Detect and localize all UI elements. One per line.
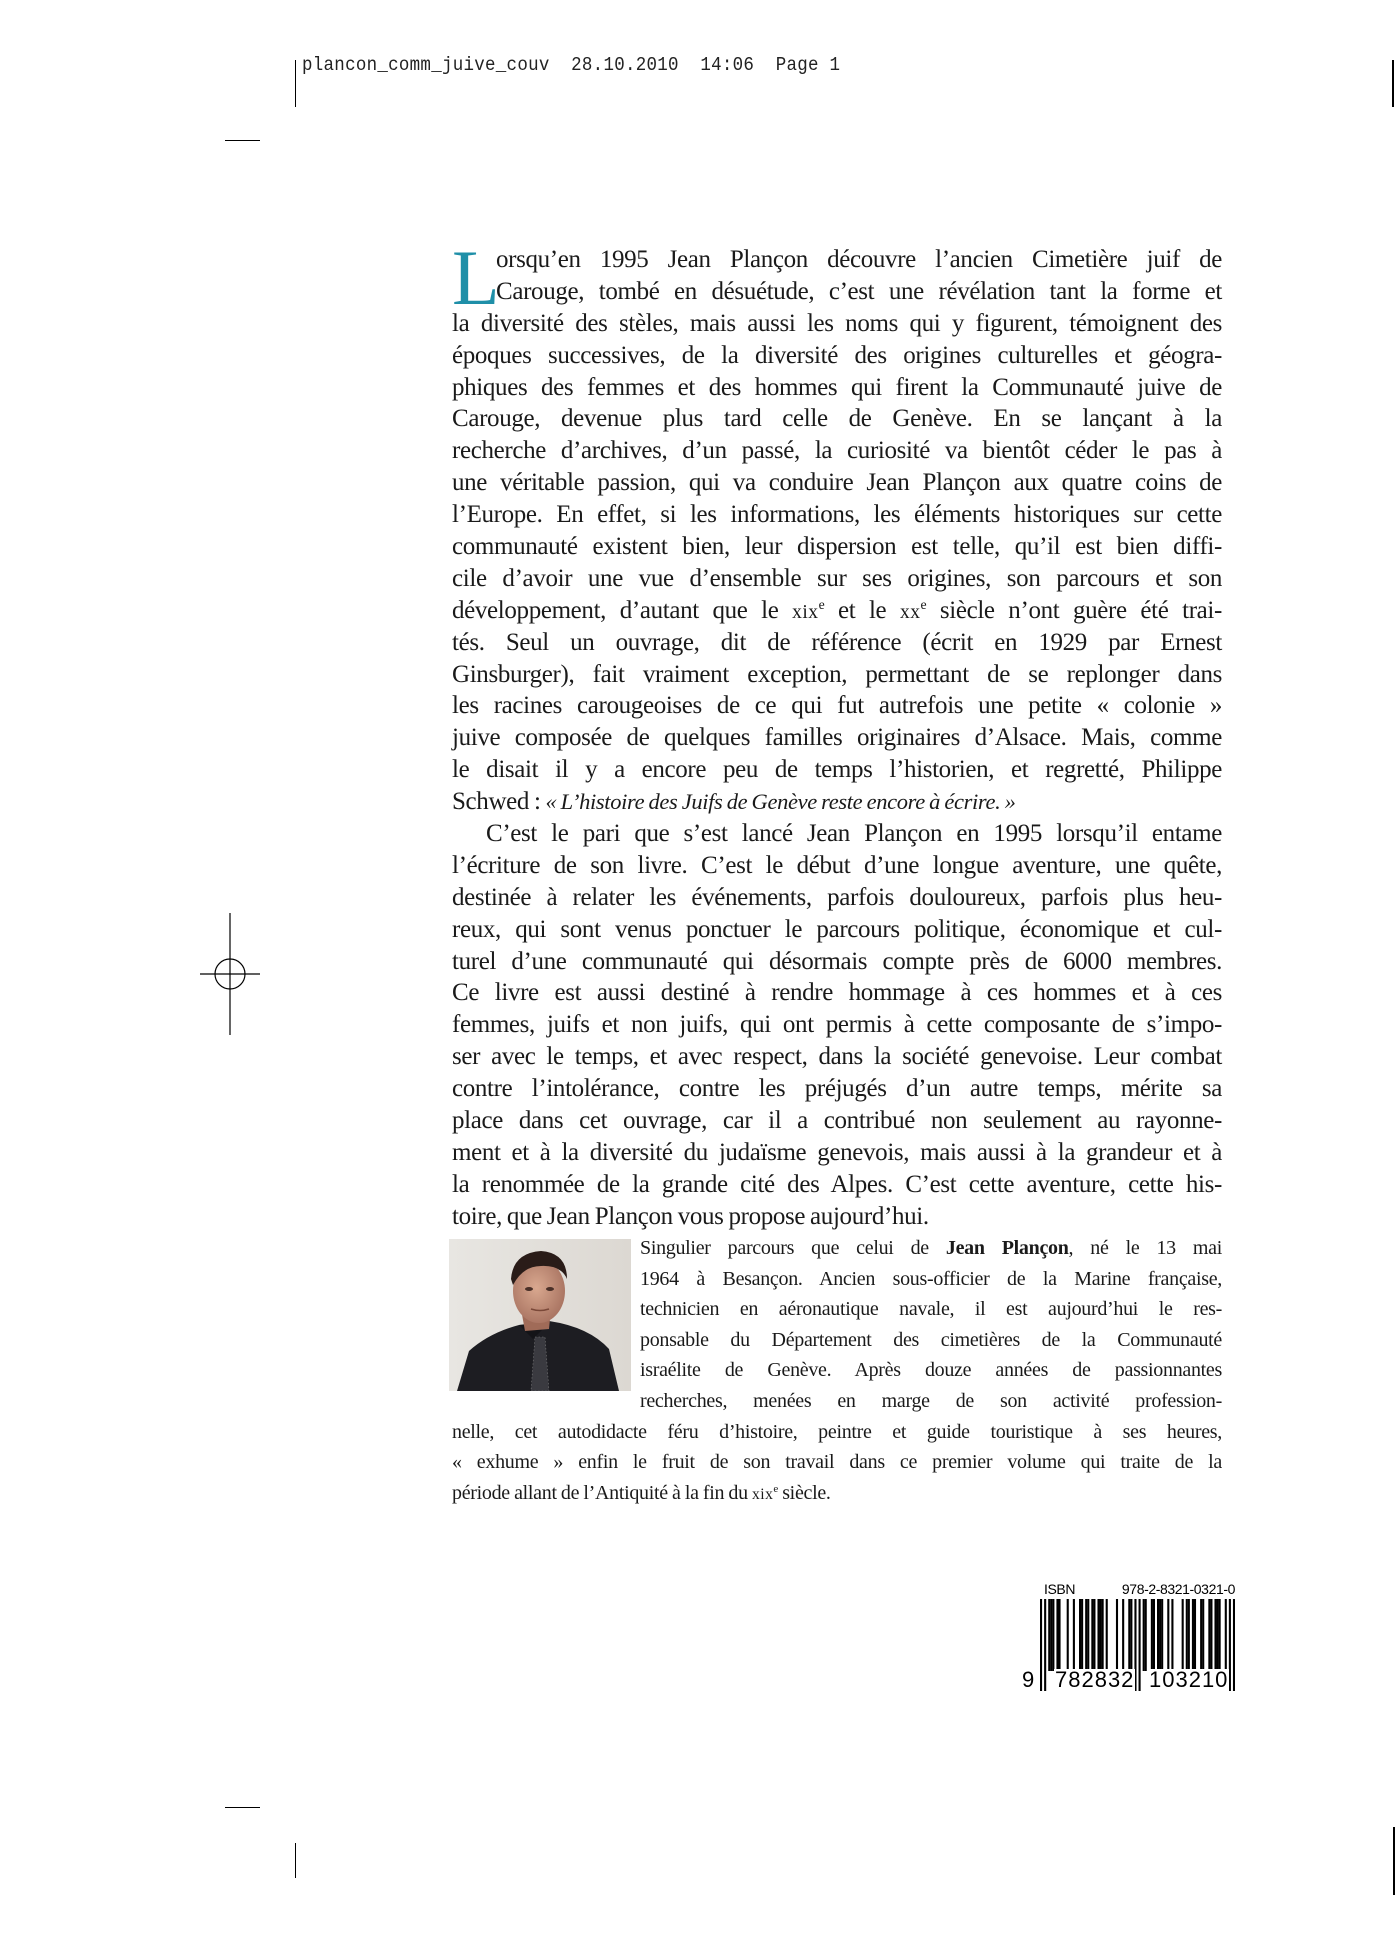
author-bio: [452, 1233, 1222, 1508]
superscript: e: [818, 596, 825, 612]
barcode-bar: [1145, 1599, 1147, 1671]
text-line: phiques des femmes et des hommes qui firent la Communauté juive de: [452, 373, 1222, 401]
text-line: communauté existent bien, leur dispersion est telle, qu’il est bien diffi-: [452, 533, 1222, 561]
text-fragment: Singulier parcours que celui de: [640, 1237, 946, 1259]
barcode-left-digits: 782832: [1055, 1667, 1135, 1692]
crop-mark-bottom-left-vertical: [295, 1843, 296, 1878]
crop-mark-bottom-left-horizontal: [225, 1807, 260, 1808]
crop-mark-bottom-right-vertical: [1393, 1827, 1395, 1895]
text-line: [452, 786, 1222, 818]
text-line: ser avec le temps, et avec respect, dans la société genevoise. Leur combat: [452, 1043, 1222, 1071]
barcode-bar: [1079, 1599, 1081, 1671]
barcode-bar: [1225, 1599, 1227, 1671]
text-line: place dans cet ouvrage, car il a contribué non seulement au rayonne-: [452, 1107, 1222, 1135]
century-numeral: xx: [899, 601, 921, 623]
text-line: C’est le pari que s’est lancé Jean Plançon en 1995 lorsqu’il entame: [486, 820, 1222, 848]
barcode-bar: [1219, 1599, 1221, 1671]
barcode-bar: [1171, 1599, 1173, 1671]
barcode-bar: [1143, 1599, 1145, 1671]
barcode-bar: [1122, 1599, 1124, 1671]
bio-line: technicien en aéronautique navale, il est aujourd’hui le res-: [640, 1298, 1222, 1321]
text-line: la diversité des stèles, mais aussi les noms qui y figurent, témoignent des: [452, 309, 1222, 337]
text-line: cile d’avoir une vue d’ensemble sur ses origines, son parcours et son: [452, 564, 1222, 592]
barcode-bar: [1073, 1599, 1075, 1671]
author-name: Jean Plançon: [945, 1237, 1069, 1259]
text-fragment: siècle n’ont guère été trai-: [926, 596, 1223, 624]
print-slug-line: plancon_comm_juive_couv 28.10.2010 14:06 Page 1: [302, 54, 841, 76]
barcode-bar: [1056, 1599, 1058, 1671]
text-line: l’Europe. En effet, si les informations, les éléments historiques sur cette: [452, 501, 1222, 529]
text-line: juive composée de quelques familles originaires d’Alsace. Mais, comme: [452, 724, 1222, 752]
barcode-bar: [1058, 1599, 1060, 1671]
barcode-bar: [1167, 1599, 1169, 1671]
registration-mark-icon: [195, 910, 265, 1040]
text-line: [452, 595, 1222, 627]
barcode-bar: [1192, 1599, 1194, 1671]
text-line: contre l’intolérance, contre les préjugés d’un autre temps, mérite sa: [452, 1075, 1222, 1103]
text-line: ment et à la diversité du judaïsme genevois, mais aussi à la grandeur et à: [452, 1138, 1222, 1166]
text-line: recherche d’archives, d’un passé, la curiosité va bientôt céder le pas à: [452, 437, 1222, 465]
barcode-bar: [1182, 1599, 1184, 1671]
text-line: les racines carougeoises de ce qui fut autrefois une petite « colonie »: [452, 692, 1222, 720]
bio-line: nelle, cet autodidacte féru d’histoire, peintre et guide touristique à ses heures,: [452, 1420, 1222, 1443]
barcode-bar: [1093, 1599, 1095, 1671]
crop-mark-top-right-vertical: [1392, 60, 1394, 107]
superscript: e: [920, 596, 927, 612]
barcode-bar: [1200, 1599, 1202, 1671]
century-numeral: xix: [751, 1485, 774, 1503]
barcode-bar: [1048, 1599, 1050, 1671]
bio-line: recherches, menées en marge de son activité profession-: [640, 1389, 1222, 1412]
bio-line: 1964 à Besançon. Ancien sous-officier de la Marine française,: [640, 1267, 1222, 1290]
text-line: époques successives, de la diversité des origines culturelles et géogra-: [452, 341, 1222, 369]
barcode-bar: [1102, 1599, 1104, 1671]
barcode-bar: [1050, 1599, 1052, 1671]
text-line: Ginsburger), fait vraiment exception, permettant de se replonger dans: [452, 660, 1222, 688]
text-line: Carouge, devenue plus tard celle de Genève. En se lançant à la: [452, 405, 1222, 433]
barcode-bar: [1087, 1599, 1089, 1671]
barcode-bar: [1202, 1599, 1204, 1671]
barcode-bar: [1194, 1599, 1196, 1671]
barcode-guard-bar: [1044, 1599, 1046, 1691]
isbn-label: ISBN 978-2-8321-0321-0: [1044, 1581, 1235, 1597]
barcode-bar: [1130, 1599, 1132, 1671]
text-line: reux, qui sont venus ponctuer le parcours politique, économique et cul-: [452, 915, 1222, 943]
text-fragment: développement, d’autant que le: [452, 596, 793, 624]
text-line: une véritable passion, qui va conduire Jean Plançon aux quatre coins de: [452, 469, 1222, 497]
century-numeral: xix: [792, 601, 819, 623]
barcode-guard-bar: [1139, 1599, 1141, 1691]
barcode-bar: [1067, 1599, 1069, 1671]
barcode-bar: [1085, 1599, 1087, 1671]
text-line: le disait il y a encore peu de temps l’historien, et regretté, Philippe: [452, 756, 1222, 784]
text-line: toire, que Jean Plançon vous propose aujourd’hui.: [452, 1202, 929, 1230]
text-line: tés. Seul un ouvrage, dit de référence (écrit en 1929 par Ernest: [452, 628, 1222, 656]
barcode-bar: [1157, 1599, 1159, 1671]
text-fragment: et le: [824, 596, 900, 624]
text-line: orsqu’en 1995 Jean Plançon découvre l’ancien Cimetière juif de: [496, 246, 1222, 273]
barcode-bar: [1151, 1599, 1153, 1671]
barcode-bar: [1210, 1599, 1212, 1671]
barcode-bar: [1116, 1599, 1118, 1671]
barcode-bar: [1186, 1599, 1188, 1671]
text-line: femmes, juifs et non juifs, qui ont permis à cette composante de s’impo-: [452, 1011, 1222, 1039]
barcode-bar: [1208, 1599, 1210, 1671]
barcode-bar: [1106, 1599, 1108, 1671]
crop-mark-top-left-vertical: [295, 60, 296, 107]
text-line: destinée à relater les événements, parfois douloureux, parfois plus heu-: [452, 883, 1222, 911]
barcode-bar: [1217, 1599, 1219, 1671]
text-fragment: siècle.: [778, 1481, 831, 1504]
text-fragment: période allant de l’Antiquité à la fin du: [452, 1481, 752, 1504]
text-line: turel d’une communauté qui désormais compte près de 6000 membres.: [452, 947, 1222, 975]
bio-line: [452, 1478, 1222, 1509]
barcode-bar: [1100, 1599, 1102, 1671]
barcode-bar: [1091, 1599, 1093, 1671]
bio-line: « exhume » enfin le fruit de son travail dans ce premier volume qui traite de la: [452, 1451, 1222, 1474]
superscript: e: [773, 1482, 778, 1495]
bio-line: israélite de Genève. Après douze années de passionnantes: [640, 1359, 1222, 1382]
text-line: Carouge, tombé en désuétude, c’est une révélation tant la forme et: [496, 277, 1222, 305]
text-line: la renommée de la grande cité des Alpes. C’est cette aventure, cette his-: [452, 1170, 1222, 1198]
barcode-bar: [1052, 1599, 1054, 1671]
text-fragment: , né le 13 mai: [1068, 1237, 1222, 1259]
barcode-bar: [1097, 1599, 1099, 1671]
barcode-lead-digit: 9: [1022, 1667, 1035, 1692]
crop-mark-top-left-horizontal: [225, 140, 260, 141]
barcode-guard-bar: [1040, 1599, 1042, 1691]
barcode-bar: [1161, 1599, 1163, 1671]
text-fragment: Schwed :: [452, 788, 546, 816]
barcode-bar: [1188, 1599, 1190, 1671]
barcode-bar: [1159, 1599, 1161, 1671]
barcode-bar: [1153, 1599, 1155, 1671]
quotation: « L’histoire des Juifs de Genève reste encore à écrire. »: [545, 789, 1016, 815]
bio-line: ponsable du Département des cimetières de la Communauté: [640, 1328, 1222, 1351]
text-line: l’écriture de son livre. C’est le début d’une longue aventure, une quête,: [452, 851, 1222, 879]
barcode-bar: [1081, 1599, 1083, 1671]
barcode-right-digits: 103210: [1149, 1667, 1229, 1692]
drop-cap: L: [452, 234, 500, 321]
barcode-bar: [1214, 1599, 1216, 1671]
back-cover-text: [452, 234, 1223, 1233]
text-line: Ce livre est aussi destiné à rendre hommage à ces hommes et à ces: [452, 979, 1222, 1007]
bio-line: [640, 1233, 1222, 1264]
barcode-bar: [1128, 1599, 1130, 1671]
barcode-guard-bar: [1233, 1599, 1235, 1691]
